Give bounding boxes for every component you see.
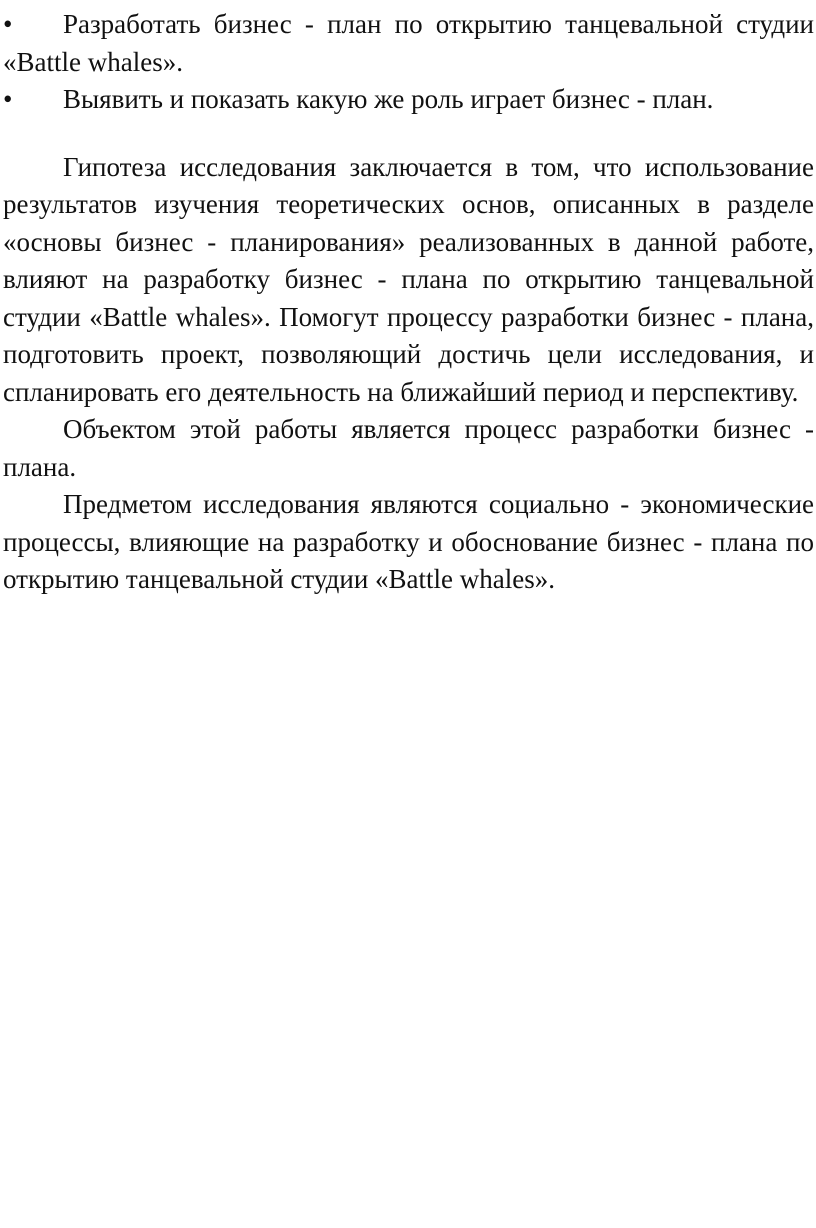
subject-paragraph: Предметом исследования являются социально - экономические процессы, влияющие на разработку и обоснование бизнес - плана по открытию танцевальной студии «Battle whales». [3,489,814,594]
hypothesis-paragraph: Гипотеза исследования заключается в том, что использование результатов изучения теоретических основ, описанных в разделе «основы бизнес - планирования» реализованных в данной работе, влияют на разработку бизнес - плана по открытию танцевальной студии «Battle whales». Помогут процессу разработки бизнес - плана, подготовить проект, позволяющий достичь цели исследования, и спланировать его деятельность на ближайший период и перспективу. [3,151,814,407]
bullet-icon: • [3,84,13,114]
bullet-text: Выявить и показать какую же роль играет бизнес - план. [63,84,714,114]
bullet-item [3,6,814,81]
document-body [3,0,814,599]
paragraph-spacer [3,119,814,149]
object-paragraph: Объектом этой работы является процесс разработки бизнес - плана. [3,414,814,482]
bullet-text: Разработать бизнес - план по открытию танцевальной студии «Battle whales». [3,9,814,77]
bullet-item [3,81,814,119]
bullet-icon: • [3,9,13,39]
